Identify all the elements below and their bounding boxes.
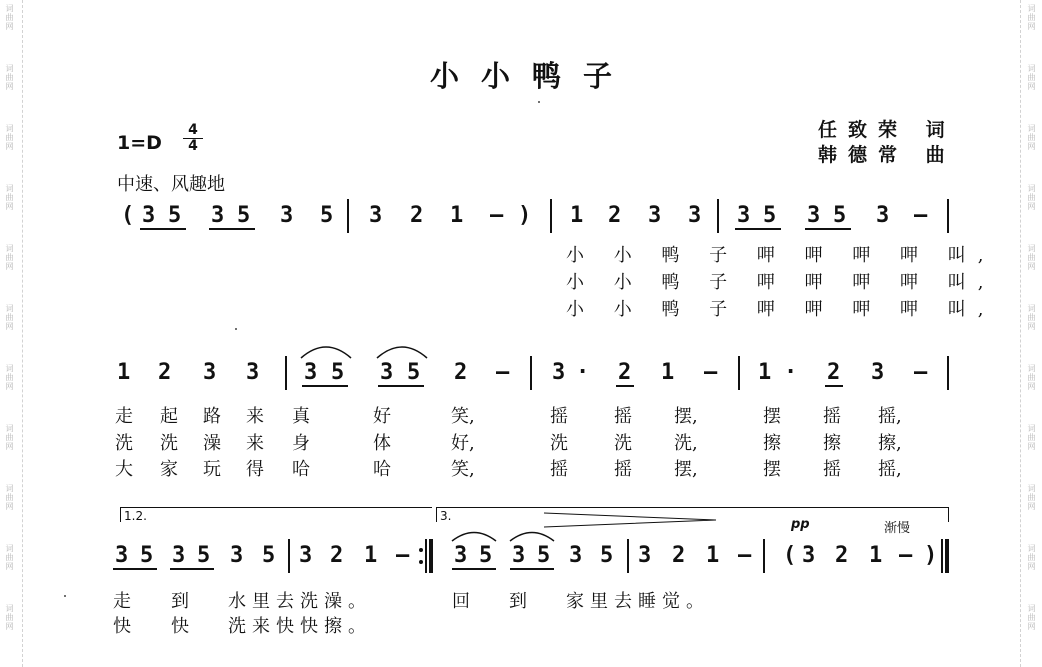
watermark-text: 词曲网 bbox=[1027, 424, 1036, 451]
lyric-word: 家 bbox=[160, 459, 178, 480]
lyric-word: 摇 bbox=[823, 406, 841, 427]
lyric-word: 体 bbox=[373, 433, 391, 454]
lyric-word: 快 bbox=[113, 616, 131, 637]
lyric-word: 哈 bbox=[373, 459, 391, 480]
note: 5 bbox=[763, 203, 777, 228]
lyric-word: 到 bbox=[509, 591, 527, 612]
slur bbox=[510, 533, 554, 542]
note: 5 bbox=[600, 543, 614, 568]
lyric-word: 大 bbox=[115, 459, 133, 480]
note-paren-open: ( bbox=[783, 543, 797, 568]
note: 3 bbox=[115, 543, 129, 568]
note: 3 bbox=[512, 543, 526, 568]
note: 2 bbox=[827, 360, 841, 385]
note: 3 bbox=[454, 543, 468, 568]
lyric-word: 水里去洗澡。 bbox=[228, 591, 372, 612]
watermark-text: 词曲网 bbox=[5, 244, 14, 271]
note: 2 bbox=[608, 203, 622, 228]
volta-1-label: 1.2. bbox=[124, 509, 147, 523]
lyric-line: 小 小 鸭 子 呷 呷 呷 呷 叫, bbox=[566, 245, 996, 266]
lyric-word: 家里去睡觉。 bbox=[566, 591, 710, 612]
lyric-word: 笑, bbox=[451, 406, 475, 427]
lyric-word: 哈 bbox=[292, 459, 310, 480]
time-signature-top: 4 bbox=[188, 122, 198, 138]
note: 5 bbox=[262, 543, 276, 568]
note: 3 bbox=[299, 543, 313, 568]
watermark-text: 词曲网 bbox=[5, 604, 14, 631]
note-paren-close: ) bbox=[924, 543, 938, 568]
lyric-word: 洗 bbox=[550, 433, 568, 454]
note-dot: · bbox=[784, 360, 798, 385]
watermark-text: 词曲网 bbox=[1027, 304, 1036, 331]
lyric-word: 洗 bbox=[614, 433, 632, 454]
note: 3 bbox=[648, 203, 662, 228]
lyric-word: 澡 bbox=[203, 433, 221, 454]
note-paren-close: ) bbox=[518, 203, 532, 228]
composer-credit: 韩德常 曲 bbox=[818, 144, 956, 166]
note-paren-open: ( bbox=[121, 203, 135, 228]
note-dash: – bbox=[914, 360, 928, 385]
slur bbox=[452, 533, 496, 542]
watermark-text: 词曲网 bbox=[1027, 124, 1036, 151]
watermark-text: 词曲网 bbox=[1027, 364, 1036, 391]
lyric-word: 摆 bbox=[763, 406, 781, 427]
note: 3 bbox=[369, 203, 383, 228]
watermark-text: 词曲网 bbox=[5, 544, 14, 571]
key-signature: 1=D bbox=[117, 132, 162, 154]
lyric-word: 回 bbox=[452, 591, 470, 612]
note: 2 bbox=[835, 543, 849, 568]
lyric-word: 摇 bbox=[550, 459, 568, 480]
note-dash: – bbox=[496, 360, 510, 385]
note: 5 bbox=[833, 203, 847, 228]
lyric-word: 摇 bbox=[823, 459, 841, 480]
note: 3 bbox=[142, 203, 156, 228]
volta-2-label: 3. bbox=[440, 509, 452, 523]
note: 2 bbox=[158, 360, 172, 385]
note: 1 bbox=[450, 203, 464, 228]
note: 3 bbox=[569, 543, 583, 568]
note-dash: – bbox=[899, 543, 913, 568]
lyric-line: 小 小 鸭 子 呷 呷 呷 呷 叫, bbox=[566, 272, 996, 293]
lyric-word: 摇 bbox=[614, 406, 632, 427]
lyric-word: 来 bbox=[246, 433, 264, 454]
lyric-word: 起 bbox=[160, 406, 178, 427]
note: 5 bbox=[479, 543, 493, 568]
slur bbox=[301, 347, 351, 358]
note: 2 bbox=[330, 543, 344, 568]
watermark-text: 词曲网 bbox=[5, 124, 14, 151]
lyric-word: 摆 bbox=[763, 459, 781, 480]
watermark-text: 词曲网 bbox=[5, 4, 14, 31]
lyric-word: 摇, bbox=[878, 459, 902, 480]
note: 3 bbox=[552, 360, 566, 385]
note: 3 bbox=[203, 360, 217, 385]
watermark-text: 词曲网 bbox=[5, 64, 14, 91]
note-dash: – bbox=[738, 543, 752, 568]
watermark-text: 词曲网 bbox=[1027, 244, 1036, 271]
lyric-word: 摇 bbox=[614, 459, 632, 480]
lyricist-credit: 任致荣 词 bbox=[818, 119, 956, 141]
lyric-word: 身 bbox=[292, 433, 310, 454]
note: 3 bbox=[280, 203, 294, 228]
note: 3 bbox=[230, 543, 244, 568]
note: 5 bbox=[168, 203, 182, 228]
lyric-word: 玩 bbox=[203, 459, 221, 480]
watermark-text: 词曲网 bbox=[1027, 544, 1036, 571]
note: 3 bbox=[211, 203, 225, 228]
watermark-text: 词曲网 bbox=[5, 484, 14, 511]
watermark-text: 词曲网 bbox=[5, 364, 14, 391]
lyric-word: 笑, bbox=[451, 459, 475, 480]
slur bbox=[377, 347, 427, 358]
note: 5 bbox=[140, 543, 154, 568]
note-dash: – bbox=[490, 203, 504, 228]
note-dash: – bbox=[914, 203, 928, 228]
lyric-word: 路 bbox=[203, 406, 221, 427]
note: 3 bbox=[246, 360, 260, 385]
lyric-word: 到 bbox=[171, 591, 189, 612]
note: 3 bbox=[807, 203, 821, 228]
note: 3 bbox=[871, 360, 885, 385]
lyric-word: 摆, bbox=[674, 459, 698, 480]
lyric-word: 洗来快快擦。 bbox=[228, 616, 372, 637]
lyric-word: 洗 bbox=[160, 433, 178, 454]
note: 2 bbox=[672, 543, 686, 568]
lyric-word: 洗, bbox=[674, 433, 698, 454]
song-title: 小小鸭子 bbox=[430, 59, 635, 93]
decrescendo-hairpin bbox=[544, 513, 716, 527]
note: 3 bbox=[802, 543, 816, 568]
watermark-text: 词曲网 bbox=[5, 184, 14, 211]
note: 3 bbox=[172, 543, 186, 568]
time-signature-bottom: 4 bbox=[183, 138, 203, 154]
lyric-word: 摇, bbox=[878, 406, 902, 427]
lyric-word: 来 bbox=[246, 406, 264, 427]
note: 3 bbox=[380, 360, 394, 385]
note: 1 bbox=[117, 360, 131, 385]
note-dash: – bbox=[704, 360, 718, 385]
note: 5 bbox=[331, 360, 345, 385]
note: 5 bbox=[537, 543, 551, 568]
watermark-text: 词曲网 bbox=[1027, 64, 1036, 91]
note: 3 bbox=[737, 203, 751, 228]
watermark-text: 词曲网 bbox=[1027, 4, 1036, 31]
ritardando-marking: 渐慢 bbox=[884, 521, 911, 536]
watermark-text: 词曲网 bbox=[1027, 604, 1036, 631]
note: 1 bbox=[661, 360, 675, 385]
lyric-word: 真 bbox=[292, 406, 310, 427]
watermark-text: 词曲网 bbox=[5, 424, 14, 451]
note: 3 bbox=[688, 203, 702, 228]
note: 5 bbox=[407, 360, 421, 385]
note: 5 bbox=[197, 543, 211, 568]
note: 2 bbox=[410, 203, 424, 228]
note: 1 bbox=[364, 543, 378, 568]
note: 3 bbox=[876, 203, 890, 228]
lyric-word: 摇 bbox=[550, 406, 568, 427]
lyric-word: 摆, bbox=[674, 406, 698, 427]
note: 1 bbox=[869, 543, 883, 568]
scan-speck bbox=[235, 328, 237, 330]
note: 5 bbox=[237, 203, 251, 228]
note: 1 bbox=[706, 543, 720, 568]
note: 3 bbox=[304, 360, 318, 385]
lyric-word: 走 bbox=[115, 406, 133, 427]
scan-speck bbox=[64, 595, 66, 597]
watermark-text: 词曲网 bbox=[1027, 484, 1036, 511]
note: 5 bbox=[320, 203, 334, 228]
lyric-word: 擦 bbox=[823, 433, 841, 454]
dynamic-marking: pp bbox=[791, 517, 810, 532]
watermark-text: 词曲网 bbox=[5, 304, 14, 331]
lyric-word: 快 bbox=[171, 616, 189, 637]
lyric-word: 擦 bbox=[763, 433, 781, 454]
lyric-word: 好, bbox=[451, 433, 475, 454]
lyric-word: 得 bbox=[246, 459, 264, 480]
lyric-word: 洗 bbox=[115, 433, 133, 454]
note: 2 bbox=[454, 360, 468, 385]
note-dot: · bbox=[576, 360, 590, 385]
note: 1 bbox=[570, 203, 584, 228]
note-dash: – bbox=[396, 543, 410, 568]
lyric-word: 好 bbox=[373, 406, 391, 427]
lyric-line: 小 小 鸭 子 呷 呷 呷 呷 叫, bbox=[566, 299, 996, 320]
note: 1 bbox=[758, 360, 772, 385]
scan-speck bbox=[538, 101, 540, 103]
lyric-word: 走 bbox=[113, 591, 131, 612]
note: 2 bbox=[618, 360, 632, 385]
tempo-marking: 中速、风趣地 bbox=[117, 174, 225, 195]
lyric-word: 擦, bbox=[878, 433, 902, 454]
note: 3 bbox=[638, 543, 652, 568]
watermark-text: 词曲网 bbox=[1027, 184, 1036, 211]
